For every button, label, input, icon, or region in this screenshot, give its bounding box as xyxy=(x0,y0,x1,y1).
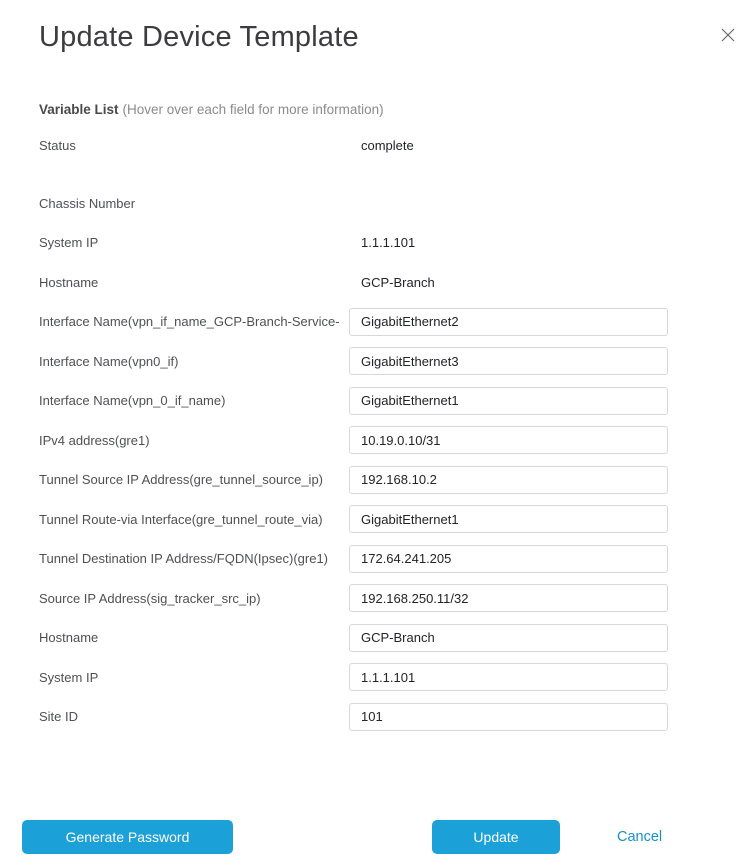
update-button[interactable]: Update xyxy=(432,820,560,854)
tunnel-destination-ip-label: Tunnel Destination IP Address/FQDN(Ipsec)(gre1) xyxy=(39,551,329,566)
ipv4-address-gre1-label: IPv4 address(gre1) xyxy=(39,432,150,448)
row-site-id xyxy=(39,703,752,731)
tunnel-destination-ip-input[interactable] xyxy=(349,545,668,573)
hostname-input[interactable] xyxy=(349,624,668,652)
row-ipv4-address-gre1 xyxy=(39,426,752,454)
row-source-ip-address xyxy=(39,584,752,612)
row-hostname-static xyxy=(39,268,752,296)
variable-list-heading xyxy=(39,101,752,118)
source-ip-address-label: Source IP Address(sig_tracker_src_ip) xyxy=(39,590,261,606)
interface-name-service-vpn-input[interactable] xyxy=(349,308,668,336)
interface-name-vpn0-if-label: Interface Name(vpn0_if) xyxy=(39,353,179,369)
dialog-footer xyxy=(0,820,752,854)
hostname-static-value: GCP-Branch xyxy=(361,274,435,290)
page-title: Update Device Template xyxy=(39,21,359,53)
row-chassis-number xyxy=(39,189,752,217)
ipv4-address-gre1-input[interactable] xyxy=(349,426,668,454)
row-interface-name-service-vpn xyxy=(39,308,752,336)
status-value: complete xyxy=(361,137,414,153)
source-ip-address-input[interactable] xyxy=(349,584,668,612)
row-tunnel-destination-ip xyxy=(39,545,752,573)
row-interface-name-vpn0-if xyxy=(39,347,752,375)
variable-list xyxy=(0,131,752,731)
system-ip-label: System IP xyxy=(39,669,99,685)
interface-name-vpn-0-if-name-label: Interface Name(vpn_0_if_name) xyxy=(39,393,226,408)
system-ip-static-value: 1.1.1.101 xyxy=(361,235,416,250)
generate-password-button[interactable]: Generate Password xyxy=(22,820,233,854)
update-device-template-dialog xyxy=(0,20,752,865)
status-label: Status xyxy=(39,137,76,153)
system-ip-static-label: System IP xyxy=(39,235,99,250)
hostname-label: Hostname xyxy=(39,630,99,645)
row-system-ip xyxy=(39,663,752,691)
system-ip-input[interactable] xyxy=(349,663,668,691)
row-system-ip-static xyxy=(39,229,752,257)
variable-list-label: Variable List xyxy=(39,102,119,117)
row-tunnel-route-via-interface xyxy=(39,505,752,533)
row-hostname xyxy=(39,624,752,652)
tunnel-source-ip-input[interactable] xyxy=(349,466,668,494)
close-icon[interactable] xyxy=(719,26,737,44)
tunnel-source-ip-label: Tunnel Source IP Address(gre_tunnel_source_ip) xyxy=(39,472,324,487)
row-status xyxy=(39,131,752,159)
row-tunnel-source-ip xyxy=(39,466,752,494)
hostname-static-label: Hostname xyxy=(39,274,99,290)
interface-name-service-vpn-label: Interface Name(vpn_if_name_GCP-Branch-Service- xyxy=(39,314,340,329)
tunnel-route-via-interface-label: Tunnel Route-via Interface(gre_tunnel_route_via) xyxy=(39,511,323,527)
site-id-input[interactable] xyxy=(349,703,668,731)
variable-list-hint: (Hover over each field for more information) xyxy=(122,102,384,117)
interface-name-vpn-0-if-name-input[interactable] xyxy=(349,387,668,415)
cancel-button[interactable]: Cancel xyxy=(617,829,663,845)
chassis-number-label: Chassis Number xyxy=(39,195,136,211)
row-interface-name-vpn-0-if-name xyxy=(39,387,752,415)
tunnel-route-via-interface-input[interactable] xyxy=(349,505,668,533)
site-id-label: Site ID xyxy=(39,709,79,724)
interface-name-vpn0-if-input[interactable] xyxy=(349,347,668,375)
